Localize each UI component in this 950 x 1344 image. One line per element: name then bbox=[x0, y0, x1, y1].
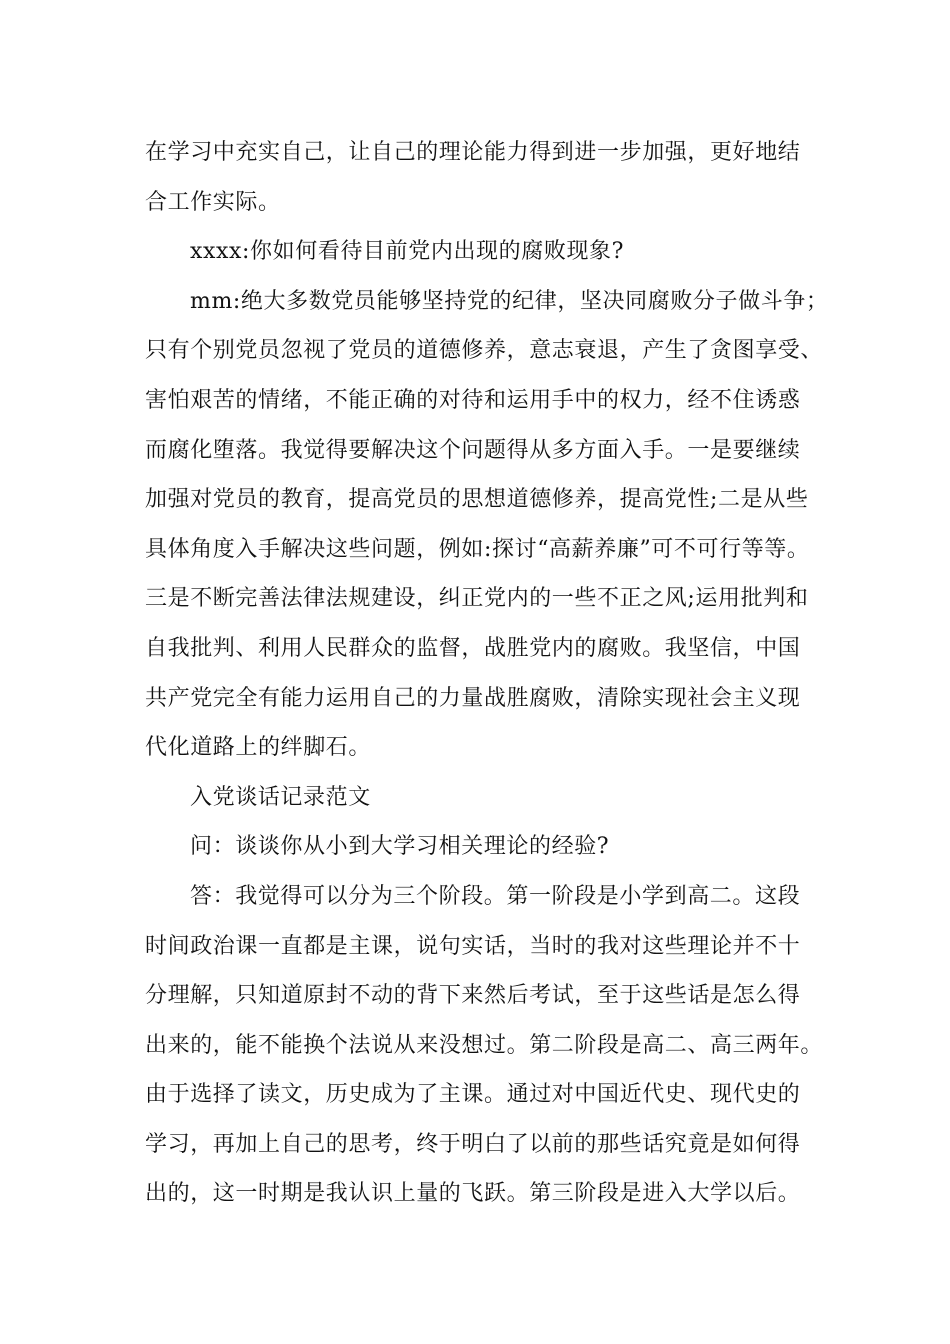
text-line: 答：我觉得可以分为三个阶段。第一阶段是小学到高二。这段 bbox=[190, 883, 801, 909]
text-line: 代化道路上的绊脚石。 bbox=[145, 735, 372, 761]
text-line: 害怕艰苦的情绪，不能正确的对待和运用手中的权力，经不住诱惑 bbox=[145, 387, 801, 413]
document-body bbox=[145, 128, 829, 1219]
text-line: 问：谈谈你从小到大学习相关理论的经验? bbox=[190, 834, 610, 860]
text-line: 只有个别党员忽视了党员的道德修养，意志衰退，产生了贪图享受、 bbox=[145, 338, 824, 364]
text-line: 在学习中充实自己，让自己的理论能力得到进一步加强，更好地结 bbox=[145, 140, 801, 165]
text-line: mm:绝大多数党员能够坚持党的纪律，坚决同腐败分子做斗争； bbox=[190, 288, 829, 314]
text-line: 出的，这一时期是我认识上量的飞跃。第三阶段是进入大学以后。 bbox=[145, 1181, 801, 1207]
text-line: 时间政治课一直都是主课，说句实话，当时的我对这些理论并不十 bbox=[145, 933, 801, 959]
text-line: 共产党完全有能力运用自己的力量战胜腐败，清除实现社会主义现 bbox=[145, 685, 801, 711]
text-line: xxxx:你如何看待目前党内出现的腐败现象? bbox=[190, 239, 625, 265]
text-line: 三是不断完善法律法规建设，纠正党内的一些不正之风;运用批判和 bbox=[145, 586, 809, 612]
text-line: 由于选择了读文，历史成为了主课。通过对中国近代史、现代史的 bbox=[145, 1082, 801, 1108]
text-line: 具体角度入手解决这些问题，例如:探讨“高薪养廉”可不可行等等。 bbox=[145, 536, 810, 562]
text-line: 自我批判、利用人民群众的监督，战胜党内的腐败。我坚信，中国 bbox=[145, 635, 801, 661]
text-line: 入党谈话记录范文 bbox=[190, 784, 371, 810]
text-line: 分理解，只知道原封不动的背下来然后考试，至于这些话是怎么得 bbox=[145, 983, 801, 1009]
text-line: 学习，再加上自己的思考，终于明白了以前的那些话究竟是如何得 bbox=[145, 1131, 801, 1157]
text-line: 而腐化堕落。我觉得要解决这个问题得从多方面入手。一是要继续 bbox=[145, 437, 801, 463]
text-line: 出来的，能不能换个法说从来没想过。第二阶段是高二、高三两年。 bbox=[145, 1032, 824, 1058]
text-line: 合工作实际。 bbox=[145, 189, 281, 215]
text-line: 加强对党员的教育，提高党员的思想道德修养，提高党性;二是从些 bbox=[145, 487, 809, 513]
